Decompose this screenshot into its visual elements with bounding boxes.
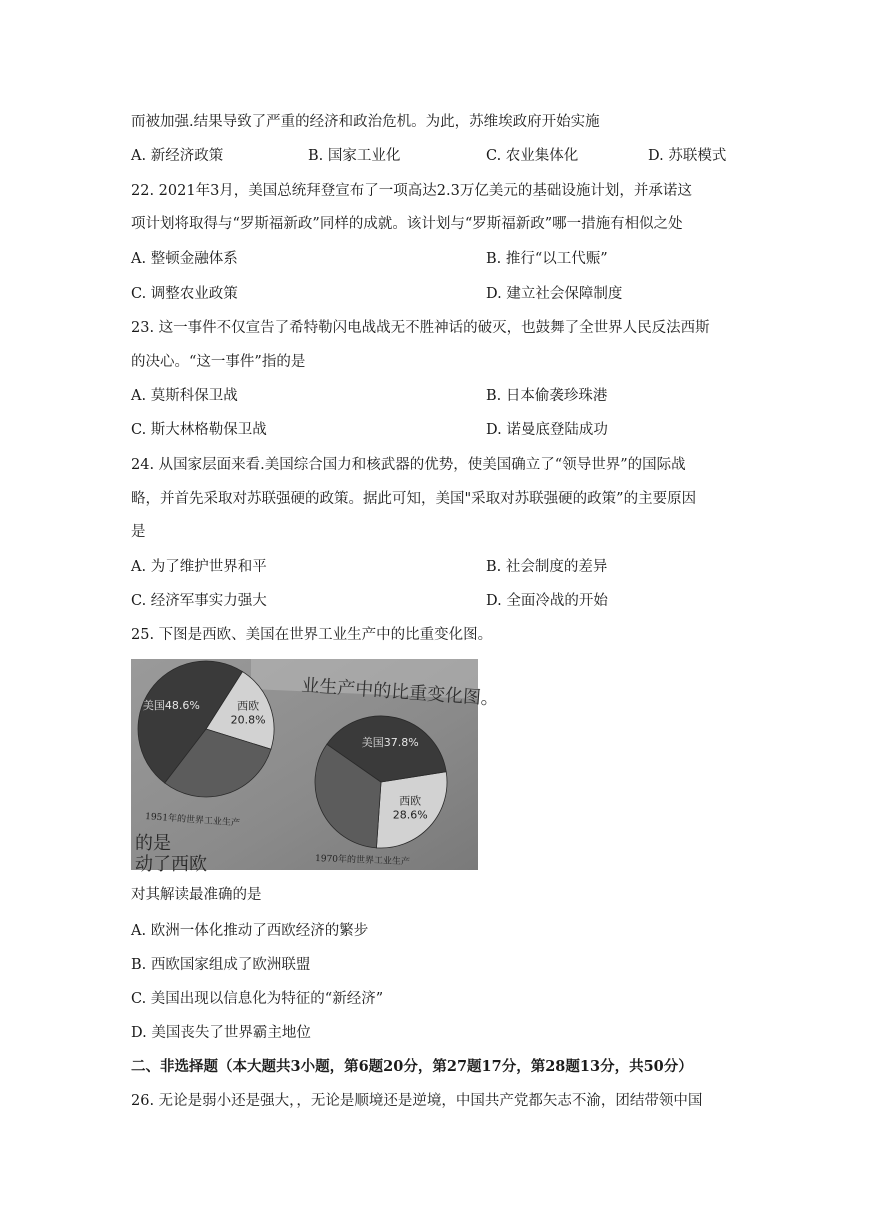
q25-option-d: D. 美国丧失了世界霸主地位 bbox=[131, 1025, 311, 1041]
q21-option-c: C. 农业集体化 bbox=[486, 148, 579, 164]
q26-stem-line-1: 26. 无论是弱小还是强大，，无论是顺境还是逆境，中国共产党都矢志不渝，团结带领中国 bbox=[131, 1093, 703, 1109]
pie-1970-west-value: 28.6% bbox=[392, 808, 428, 822]
pie-1951-west-value: 20.8% bbox=[230, 713, 266, 727]
q23-stem-line-1: 23. 这一事件不仅宣告了希特勒闪电战战无不胜神话的破灭，也鼓舞了全世界人民反法西斯 bbox=[131, 320, 710, 336]
pie-1970-west-label: 西欧 bbox=[399, 794, 422, 808]
q21-option-d: D. 苏联模式 bbox=[648, 148, 727, 164]
q23-option-a: A. 莫斯科保卫战 bbox=[131, 388, 238, 404]
q24-stem-line-1: 24. 从国家层面来看.美国综合国力和核武器的优势，使美国确立了“领导世界”的国际战 bbox=[131, 457, 686, 473]
q23-option-b: B. 日本偷袭珍珠港 bbox=[486, 388, 608, 404]
figure-header-text: 业生产中的比重变化图。 bbox=[300, 675, 500, 710]
q23-stem-line-2: 的决心。“这一事件”指的是 bbox=[131, 354, 306, 370]
q22-option-d: D. 建立社会保障制度 bbox=[486, 286, 623, 302]
q21-option-a: A. 新经济政策 bbox=[131, 148, 224, 164]
industrial-share-pie-photo bbox=[131, 659, 500, 875]
pie-1951-west-label: 西欧 bbox=[237, 699, 260, 713]
pie-charts-figure bbox=[131, 659, 500, 875]
q24-option-b: B. 社会制度的差异 bbox=[486, 559, 608, 575]
q24-option-c: C. 经济军事实力强大 bbox=[131, 593, 267, 609]
q24-stem-line-3: 是 bbox=[131, 524, 146, 540]
q21-stem-line: 而被加强.结果导致了严重的经济和政治危机。为此，苏维埃政府开始实施 bbox=[131, 114, 600, 130]
q25-stem-line-2: 对其解读最准确的是 bbox=[131, 887, 262, 903]
pie-chart-1970 bbox=[315, 716, 447, 848]
q22-option-a: A. 整顿金融体系 bbox=[131, 251, 238, 267]
q24-option-a: A. 为了维护世界和平 bbox=[131, 559, 267, 575]
q23-option-d: D. 诺曼底登陆成功 bbox=[486, 422, 608, 438]
q22-option-b: B. 推行“以工代赈” bbox=[486, 251, 608, 267]
q22-option-c: C. 调整农业政策 bbox=[131, 286, 238, 302]
section-2-heading: 二、非选择题（本大题共3小题，第6题20分，第27题17分，第28题13分，共50分） bbox=[131, 1058, 693, 1075]
q21-option-b: B. 国家工业化 bbox=[308, 148, 401, 164]
figure-overlay-text-1: 的是 bbox=[135, 833, 171, 854]
q25-option-c: C. 美国出现以信息化为特征的“新经济” bbox=[131, 991, 384, 1007]
pie-1951-caption: 1951年的世界工业生产 bbox=[144, 812, 241, 829]
q23-option-c: C. 斯大林格勒保卫战 bbox=[131, 422, 267, 438]
pie-1951-us-label: 美国48.6% bbox=[142, 698, 200, 712]
q25-option-b: B. 西欧国家组成了欧洲联盟 bbox=[131, 957, 311, 973]
q25-option-a: A. 欧洲一体化推动了西欧经济的繁步 bbox=[131, 923, 369, 939]
pie-chart-1951 bbox=[138, 661, 274, 797]
q22-stem-line-1: 22. 2021年3月，美国总统拜登宣布了一项高达2.3万亿美元的基础设施计划，并承诺这 bbox=[131, 183, 692, 199]
q22-stem-line-2: 项计划将取得与“罗斯福新政”同样的成就。该计划与“罗斯福新政”哪一措施有相似之处 bbox=[131, 216, 683, 232]
q24-stem-line-2: 略，并首先采取对苏联强硬的政策。据此可知，美国"采取对苏联强硬的政策”的主要原因 bbox=[131, 491, 697, 507]
pie-1970-caption: 1970年的世界工业生产 bbox=[314, 854, 411, 868]
pie-1970-us-label: 美国37.8% bbox=[361, 736, 419, 750]
q25-stem-line-1: 25. 下图是西欧、美国在世界工业生产中的比重变化图。 bbox=[131, 627, 493, 643]
figure-overlay-text-2: 动了西欧 bbox=[135, 854, 207, 875]
q24-option-d: D. 全面冷战的开始 bbox=[486, 593, 608, 609]
